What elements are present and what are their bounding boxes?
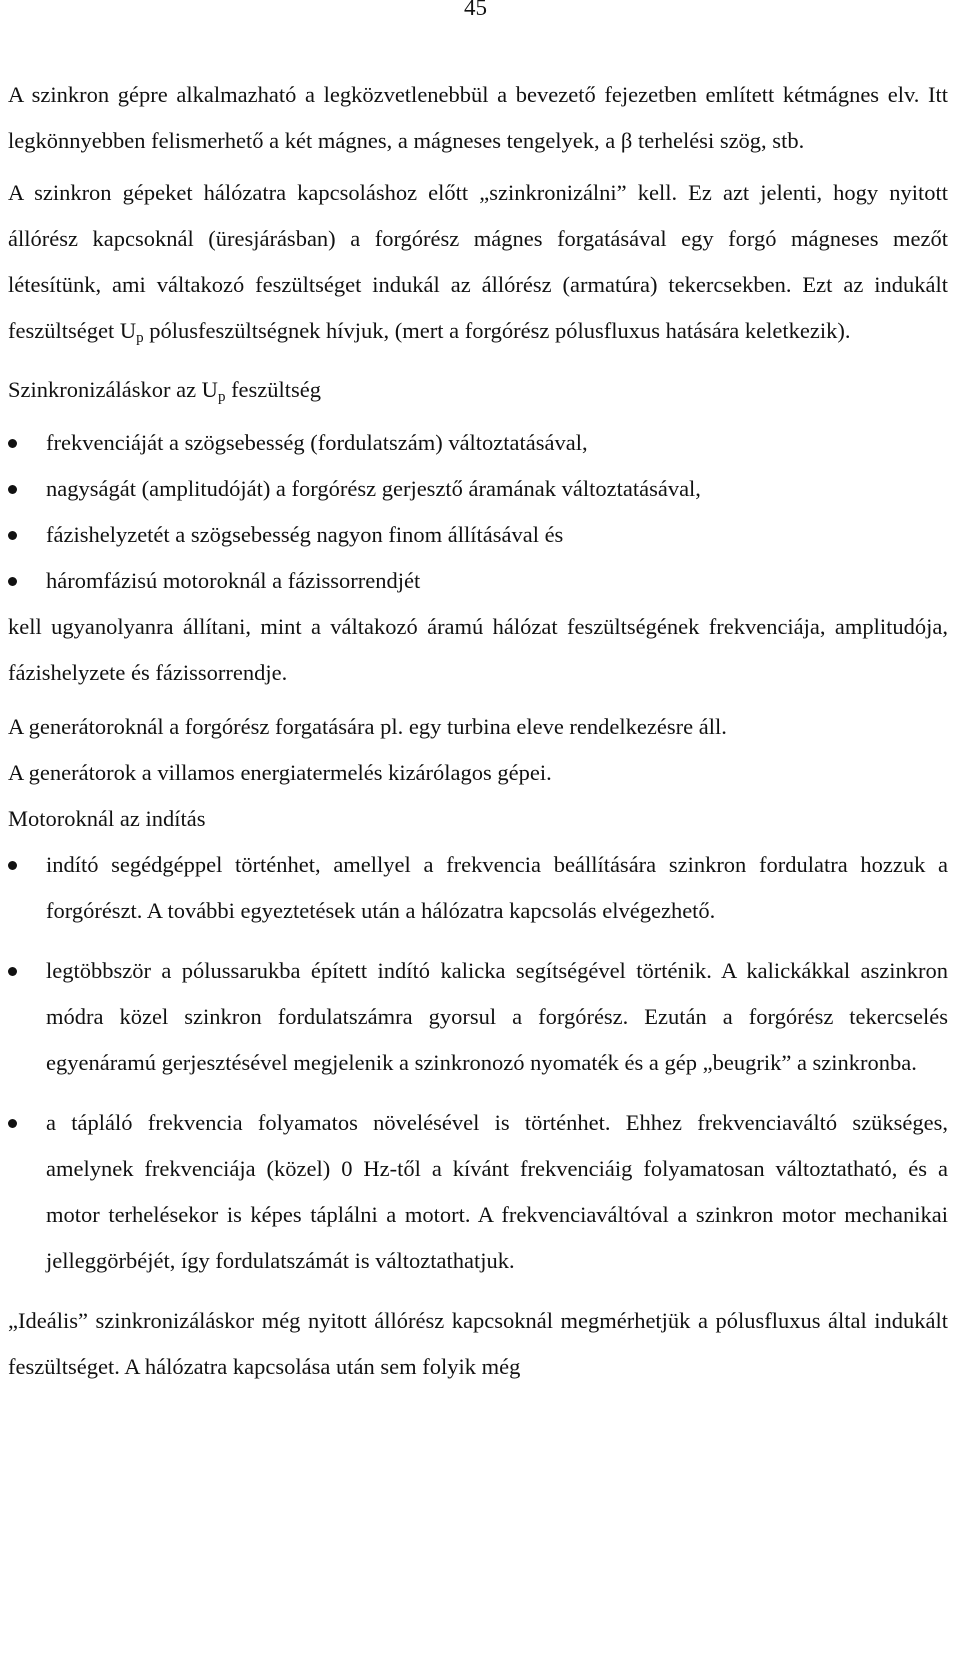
bullet-icon <box>8 861 17 870</box>
subscript-p: p <box>217 389 226 405</box>
sync-intro-text-b: feszültség <box>225 377 322 402</box>
list-item <box>8 1100 948 1284</box>
list-item-text: háromfázisú motoroknál a fázissorrendjét <box>46 568 421 593</box>
subscript-p: p <box>136 330 144 346</box>
bullet-icon <box>8 967 17 976</box>
page-number: 45 <box>464 0 487 20</box>
list-item <box>8 420 948 466</box>
list-item-text: nagyságát (amplitudóját) a forgórész gerjesztő áramának változtatásával, <box>46 476 701 501</box>
generator-line-2: A generátorok a villamos energiatermelés kizárólagos gépei. <box>8 760 552 785</box>
list-item-text: a tápláló frekvencia folyamatos növelésével is történhet. Ehhez frekvenciaváltó szükséges, amelynek frekvenciája (közel) 0 Hz-től a kívánt frekvenciáig folyamatosan változtatható, és a motor terhelésekor is képes táplálni a motort. A frekvenciaváltóval a szinkron motor mechanikai jelleggörbéjét, így fordulatszámát is változtathatjuk. <box>46 1110 948 1273</box>
bullet-icon <box>8 485 17 494</box>
paragraph-two-magnet-principle: A szinkron gépre alkalmazható a legközvetlenebbül a bevezető fejezetben említett kétmágnes elv. Itt legkönnyebben felismerhető a két mágnes, a mágneses tengelyek, a β terhelési szög, stb. <box>8 82 948 153</box>
sync-intro-text-a: Szinkronizáláskor az U <box>8 377 218 402</box>
motor-intro: Motoroknál az indítás <box>8 806 206 831</box>
bullet-icon <box>8 531 17 540</box>
paragraph-synchronization-text-a: A szinkron gépeket hálózatra kapcsoláshoz előtt „szinkronizálni” kell. Ez azt jelenti, hogy nyitott állórész kapcsoknál (üresjárásban) a forgórész mágnes forgatásával egy forgó mágneses mezőt létesítünk, ami váltakozó feszültséget indukál az állórész (armatúra) tekercsekben. Ezt az indukált feszültséget U <box>8 180 948 343</box>
motor-bullet-list <box>8 842 948 1284</box>
bullet-icon <box>8 1119 17 1128</box>
list-item <box>8 948 948 1086</box>
bullet-icon <box>8 439 17 448</box>
paragraph-synchronization-text-b: pólusfeszültségnek hívjuk, (mert a forgórész pólusfluxus hatására keletkezik). <box>143 318 851 343</box>
list-item-text: legtöbbször a pólussarukba épített indító kalicka segítségével történik. A kalickákkal aszinkron módra közel szinkron fordulatszámra gyorsul a forgórész. Ezután a forgórész tekercselés egyenáramú gerjesztésével megjelenik a szinkronozó nyomaték és a gép „beugrik” a szinkronba. <box>46 958 948 1075</box>
list-item <box>8 842 948 934</box>
list-item-text: fázishelyzetét a szögsebesség nagyon finom állításával és <box>46 522 564 547</box>
paragraph-synchronization <box>8 170 948 361</box>
list-item-text: frekvenciáját a szögsebesség (fordulatszám) változtatásával, <box>46 430 588 455</box>
sync-outro: kell ugyanolyanra állítani, mint a váltakozó áramú hálózat feszültségének frekvenciája, amplitudója, fázishelyzete és fázissorrendje. <box>8 614 948 685</box>
list-item <box>8 558 948 604</box>
list-item <box>8 512 948 558</box>
bullet-icon <box>8 577 17 586</box>
list-item <box>8 466 948 512</box>
sync-intro <box>8 367 948 420</box>
generator-line-1: A generátoroknál a forgórész forgatására pl. egy turbina eleve rendelkezésre áll. <box>8 714 727 739</box>
sync-bullet-list <box>8 420 948 604</box>
document-body <box>8 72 948 1390</box>
list-item-text: indító segédgéppel történhet, amellyel a frekvencia beállítására szinkron fordulatra hozzuk a forgórészt. A további egyeztetések után a hálózatra kapcsolás elvégezhető. <box>46 852 948 923</box>
paragraph-ideal-synchronization: „Ideális” szinkronizáláskor még nyitott állórész kapcsoknál megmérhetjük a pólusfluxus által indukált feszültséget. A hálózatra kapcsolása után sem folyik még <box>8 1308 948 1379</box>
